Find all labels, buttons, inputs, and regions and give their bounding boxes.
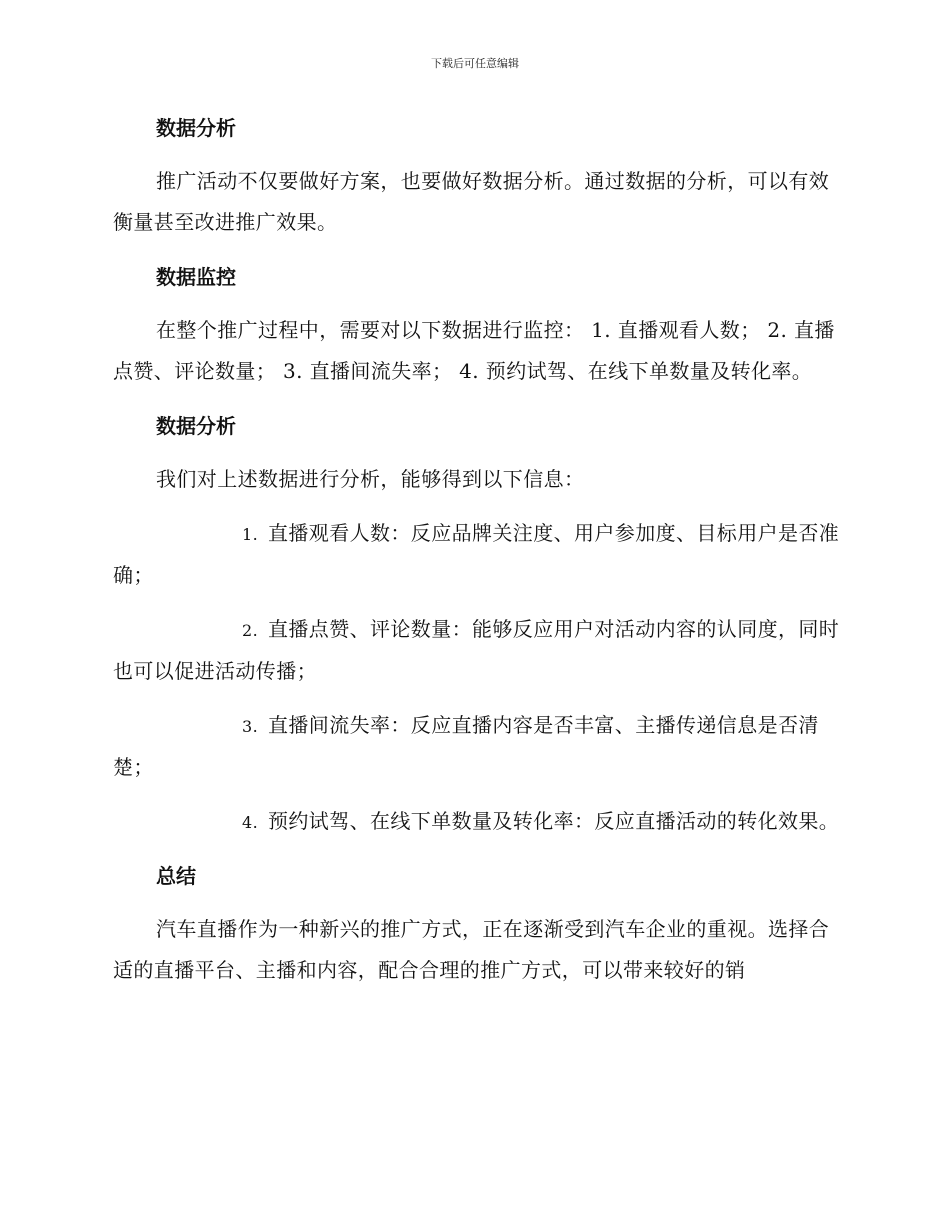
section-heading-monitoring: 数据监控 xyxy=(156,265,236,289)
list-item xyxy=(113,801,843,843)
section-heading-analysis: 数据分析 xyxy=(156,414,236,438)
list-item-text: 直播点赞、评论数量：能够反应用户对活动内容的认同度，同时也可以促进活动传播； xyxy=(113,617,840,683)
section-heading-summary: 总结 xyxy=(156,864,196,888)
header-note: 下载后可任意编辑 xyxy=(431,57,519,70)
paragraph-analysis-intro-line: 我们对上述数据进行分析，能够得到以下信息： xyxy=(156,467,585,491)
list-item-text: 预约试驾、在线下单数量及转化率：反应直播活动的转化效果。 xyxy=(268,809,840,833)
list-item-text: 直播间流失率：反应直播内容是否丰富、主播传递信息是否清楚； xyxy=(113,713,819,779)
list-item-number: 4. xyxy=(242,813,259,832)
list-item xyxy=(113,609,843,692)
list-item xyxy=(113,705,843,788)
paragraph-monitoring: 在整个推广过程中，需要对以下数据进行监控： 1. 直播观看人数； 2. 直播点赞、评论数量； 3. 直播间流失率； 4. 预约试驾、在线下单数量及转化率。 xyxy=(113,318,835,383)
section-heading-analysis-intro: 数据分析 xyxy=(156,116,236,140)
list-item xyxy=(113,513,843,596)
list-item-number: 1. xyxy=(242,525,259,544)
paragraph-summary: 汽车直播作为一种新兴的推广方式，正在逐渐受到汽车企业的重视。选择合适的直播平台、主播和内容，配合合理的推广方式，可以带来较好的销 xyxy=(113,917,830,982)
paragraph-analysis-intro: 推广活动不仅要做好方案，也要做好数据分析。通过数据的分析，可以有效衡量甚至改进推广效果。 xyxy=(113,169,830,234)
list-item-text: 直播观看人数：反应品牌关注度、用户参加度、目标用户是否准确； xyxy=(113,521,840,587)
document-body xyxy=(113,108,843,991)
list-item-number: 2. xyxy=(242,621,259,640)
list-item-number: 3. xyxy=(242,717,259,736)
